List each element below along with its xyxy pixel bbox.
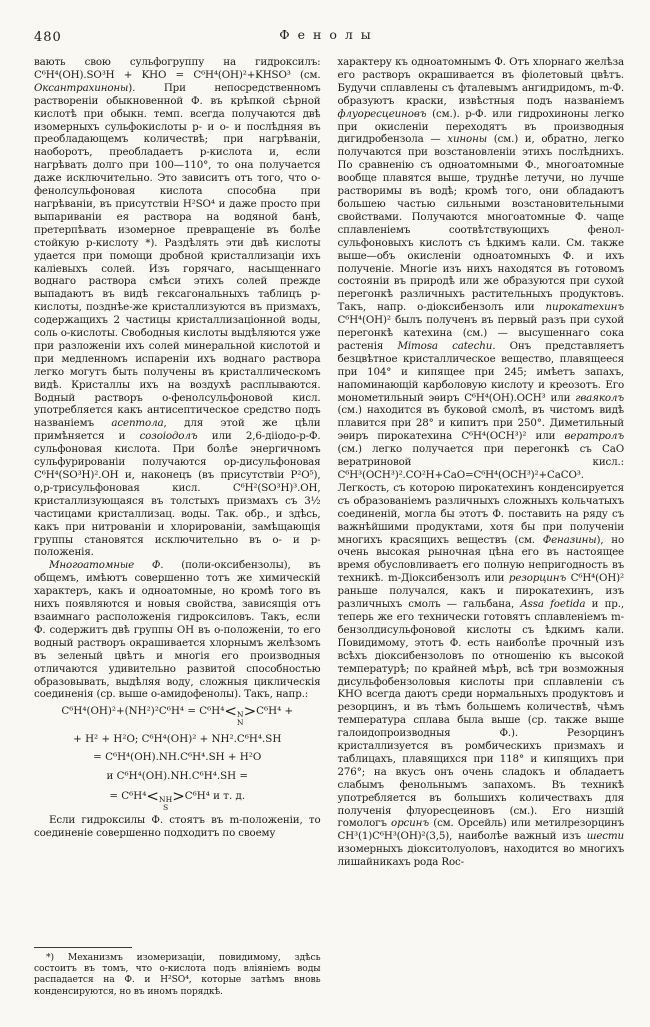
chemical-formula xyxy=(34,704,321,726)
text-run: (поли-оксибензолы), въ общемъ, имѣютъ совершенно тотъ же химическій характеръ, какъ и одноатомные, но кромѣ того въ нихъ появляются и новыя свойства, зависящія отъ взаимнаго расположенія гидроксиловъ. Такъ, если Ф. содержитъ двѣ группы OH въ o-положеніи, то его водный растворъ окрашивается хлорнымъ желѣзомъ въ зеленый цвѣтъ и многія его производныя отличаются удивительно развитой способностью образовывать, выдѣляя воду, сложныя циклическія соединенія (ср. выше o-амидофенолы). Такъ, напр.: xyxy=(34,559,321,701)
text-run: хиноны xyxy=(447,133,487,146)
text-run: > xyxy=(172,787,185,806)
text-run: ), но очень высокая рыночная цѣна его въ настоящее время обусловливаетъ его полную непригодность въ техникѣ. m-Діоксибензолъ или xyxy=(337,533,624,585)
text-run: орсинъ xyxy=(391,817,429,830)
text-run: + H² + H²O; C⁶H⁴(OH)² + NH².C⁶H⁴.SH xyxy=(73,732,282,745)
text-run: (см.) находится въ буковой смолѣ, въ чистомъ видѣ плавится при 28° и кипитъ при 250°. Диметильный эѳиръ пирокатехина C⁶H⁴(OCH³)² или xyxy=(337,404,624,443)
text-run: ). При непосредственномъ раствореніи обыкновенной Ф. въ крѣпкой сѣрной кислотѣ при обыкн. темп. всегда получаются двѣ изомерныхъ сульфокислоты p- и o- и послѣдняя въ преобладающемъ количествѣ; при нагрѣваніи, наоборотъ, преобладаетъ p-кислота и, если нагрѣвать долго при 100—110°, то она получается даже исключительно. Это зависитъ отъ того, что o-фенолсульфоновая кислота способна при нагрѣваніи, въ присутствіи H²SO⁴ и даже просто при выпариваніи ея раствора на водяной банѣ, претерпѣвать изомерное превращеніе въ болѣе стойкую p-кислоту *). Раздѣлять эти двѣ кислоты удается при помощи дробной кристаллизаціи ихъ каліевыхъ солей. Изъ горячаго, насыщеннаго воднаго раствора смѣси этихъ солей прежде выпадаютъ въ видѣ гексагональныхъ таблицъ p-кислоты, позднѣе-же кристаллизуются въ призмахъ, содержащихъ 2 частицы кристаллизаціонной воды, соль o-кислоты. Свободныя кислоты выдѣляются уже при разложеніи ихъ солей минеральной кислотой и при медленномъ испареніи ихъ воднаго раствора легко могутъ быть получены въ кристаллическомъ видѣ. Кристаллы ихъ на воздухѣ расплываются. Водный растворъ o-фенолсульфоновой кисл. употребляется какъ антисептическое средство подъ названіемъ xyxy=(34,81,321,430)
text-run: Если гидроксилы Ф. стоятъ въ m-положеніи, то соединеніе совершенно подходитъ по своему xyxy=(34,814,321,840)
page-title: Фенолы xyxy=(279,27,379,42)
text-run: , для этой же цѣли примѣняется и xyxy=(34,417,321,443)
page-number: 480 xyxy=(34,30,62,45)
text-run: шести xyxy=(586,830,624,843)
text-run: и пр., теперь же его технически готовятъ сплавленіемъ m-бензолдисульфоновой кислоты съ ѣдкимъ кали. Повидимому, этотъ Ф. есть наиболѣе прочный изъ всѣхъ діоксибензоловъ по отношенію къ высокой температурѣ; по крайней мѣрѣ, всѣ три возможныя дисульфобензоловыя кислоты при сплавленіи съ KHO всегда даютъ среди нормальныхъ продуктовъ и резорцинъ, и въ тѣмъ большемъ количествѣ, чѣмъ температура сплава была выше (ср. также выше галоидопроизводныя Ф.). Резорцинъ кристаллизуется въ ромбическихъ призмахъ и таблицахъ, плавящихся при 118° и кипящихъ при 276°; на вкусъ онъ очень сладокъ и обладаетъ слабымъ фенольнымъ запахомъ. Въ техникѣ употребляется въ большихъ количествахъ для полученія флуоресцеиновъ (см.). Его низшій гомологъ xyxy=(337,598,624,830)
text-run: изомерныхъ діокситолуоловъ, находится во многихъ лишайникахъ рода Roc- xyxy=(337,843,624,869)
text-run: > xyxy=(243,702,257,721)
text-run: = C⁶H⁴ xyxy=(109,790,147,803)
paragraph xyxy=(34,559,321,701)
text-run: Многоатомные Ф. xyxy=(49,559,164,572)
text-run: C⁶H⁴(OH)²+(NH²)²C⁶H⁴ = C⁶H⁴ xyxy=(61,705,225,718)
text-run: вератролъ xyxy=(564,430,624,443)
text-run: C⁶H⁴ + xyxy=(256,705,294,718)
text-run: резорцинъ xyxy=(508,572,567,585)
text-run: и C⁶H⁴(OH).NH.C⁶H⁴.SH = xyxy=(106,770,249,783)
footnote-separator xyxy=(34,947,132,948)
text-run: асептола xyxy=(111,417,164,430)
text-run: Assa foetida xyxy=(520,598,586,611)
chemical-formula xyxy=(34,733,321,746)
text-run: . Онъ представляетъ безцвѣтное кристаллическое вещество, плавящееся при 104° и кипящее при 245; имѣетъ запахъ, напоминающій карболовую кислоту и креозотъ. Его монометильный эѳиръ C⁶H⁴(OH).OCH³ или xyxy=(337,339,624,404)
footnote-text xyxy=(34,952,321,997)
text-run: C⁶H⁴(OH)² раньше получался, какъ и пирокатехинъ, изъ различныхъ смолъ — гальбана, xyxy=(337,572,624,611)
text-run: Феназины xyxy=(542,533,597,546)
page-header xyxy=(34,26,624,44)
stacked-atoms: N N xyxy=(236,710,244,727)
text-run: Оксантрахиноны xyxy=(34,81,129,94)
chemical-formula xyxy=(34,751,321,764)
text-run: C⁶H⁴(OH)² былъ полученъ въ первый разъ при сухой перегонкѣ катехина (см.) — высушеннаго сока растенія xyxy=(337,314,624,352)
text-run: пирокатехинъ xyxy=(545,301,624,314)
text-run: < xyxy=(146,787,159,806)
text-run: или 2,6-дііодо-p-Ф. сульфоновая кислота. При болѣе энергичномъ сульфурированіи получаются op-дисульфоновая C⁶H⁴(SO³H)².OH и, наконецъ (въ присутствіи P²O⁵), o,p-трисульфоновая кисл. C⁶H²(SO³H)³.OH, кристаллизующаяся въ толстыхъ призмахъ съ 3½ частицами кристаллизац. воды. Так. обр., и здѣсь, какъ при нитрованіи и хлорированіи, замѣщающія группы становятся исключительно въ o- и p-положенія. xyxy=(34,430,321,559)
text-run: флуоресцеиновъ xyxy=(337,107,427,120)
text-run: характеру къ одноатомнымъ Ф. Отъ хлорнаго желѣза его растворъ окрашивается въ фіолетовый цвѣтъ. Будучи сплавлены съ фталевымъ ангидридомъ, m-Ф. образуютъ краски, извѣстныя подъ названіемъ xyxy=(337,56,624,107)
text-run: < xyxy=(224,702,237,721)
text-run: Mimosa catechu xyxy=(397,339,493,352)
left-column xyxy=(34,56,321,997)
paragraph xyxy=(34,814,321,840)
paragraph xyxy=(34,56,321,559)
text-run: гваяколъ xyxy=(575,391,624,404)
paragraph xyxy=(338,56,625,869)
text-run: (см.) и, обратно, легко получаются при возстановленіи этихъ послѣднихъ. По сравненію съ одноатомными Ф., многоатомные вообще плавятся выше, труднѣе летучи, но лучше растворимы въ водѣ; кромѣ того, они обладаютъ большею частью сильными возстановительными свойствами. Получаются многоатомные Ф. чаще сплавленіемъ соотвѣтствующихъ фенол-сульфоновыхъ кислотъ съ ѣдкимъ кали. См. также выше—объ окисленіи одноатомныхъ Ф. и ихъ полученіе. Многіе изъ нихъ находятся въ готовомъ состояніи въ природѣ или же образуются при сухой перегонкѣ различныхъ растительныхъ продуктовъ. Такъ, напр. o-діоксибензолъ или xyxy=(337,133,624,314)
text-run: (см. Орсейль) или метилрезорцинъ CH³(1)C⁶H³(OH)²(3,5), наиболѣе важный изъ xyxy=(337,817,624,843)
text-run: созоіодолъ xyxy=(139,430,198,443)
text-run: = C⁶H⁴(OH).NH.C⁶H⁴.SH + H²O xyxy=(93,751,262,764)
text-run: (см.). p-Ф. или гидрохиноны легко при окисленіи переходятъ въ производныя дигидробензола — xyxy=(337,107,624,146)
text-run: (см.) легко получается при перегонкѣ съ CaO вератриновой кисл.: C⁶H³(OCH³)².CO²H+CaO=C⁶H⁴(OCH³)²+CaCO³. Легкость, съ которою пирокатехинъ конденсируется съ образованіемъ различныхъ сложныхъ кольчатыхъ соединеній, могла бы этотъ Ф. поставить на ряду съ важнѣйшими продуктами, хотя бы при полученіи многихъ красящихъ веществъ (см. xyxy=(337,443,624,546)
column-spacer xyxy=(34,840,321,939)
text-run: вають свою сульфогруппу на гидроксилъ: C⁶H⁴(OH).SO³H + KHO = C⁶H⁴(OH)²+KHSO³ (см. xyxy=(34,56,321,81)
chemical-formula xyxy=(34,770,321,783)
right-column xyxy=(338,56,625,997)
stacked-atoms: NH S xyxy=(158,795,173,812)
text-run: *) Механизмъ изомеризаціи, повидимому, здѣсь состоитъ въ томъ, что o-кислота подъ вліяніемъ воды распадается на Ф. и H²SO⁴, которые затѣмъ вновь конденсируются, но въ иномъ порядкѣ. xyxy=(34,951,321,997)
text-columns xyxy=(34,56,624,997)
chemical-formula xyxy=(34,789,321,811)
text-run: C⁶H⁴ и т. д. xyxy=(184,790,246,803)
